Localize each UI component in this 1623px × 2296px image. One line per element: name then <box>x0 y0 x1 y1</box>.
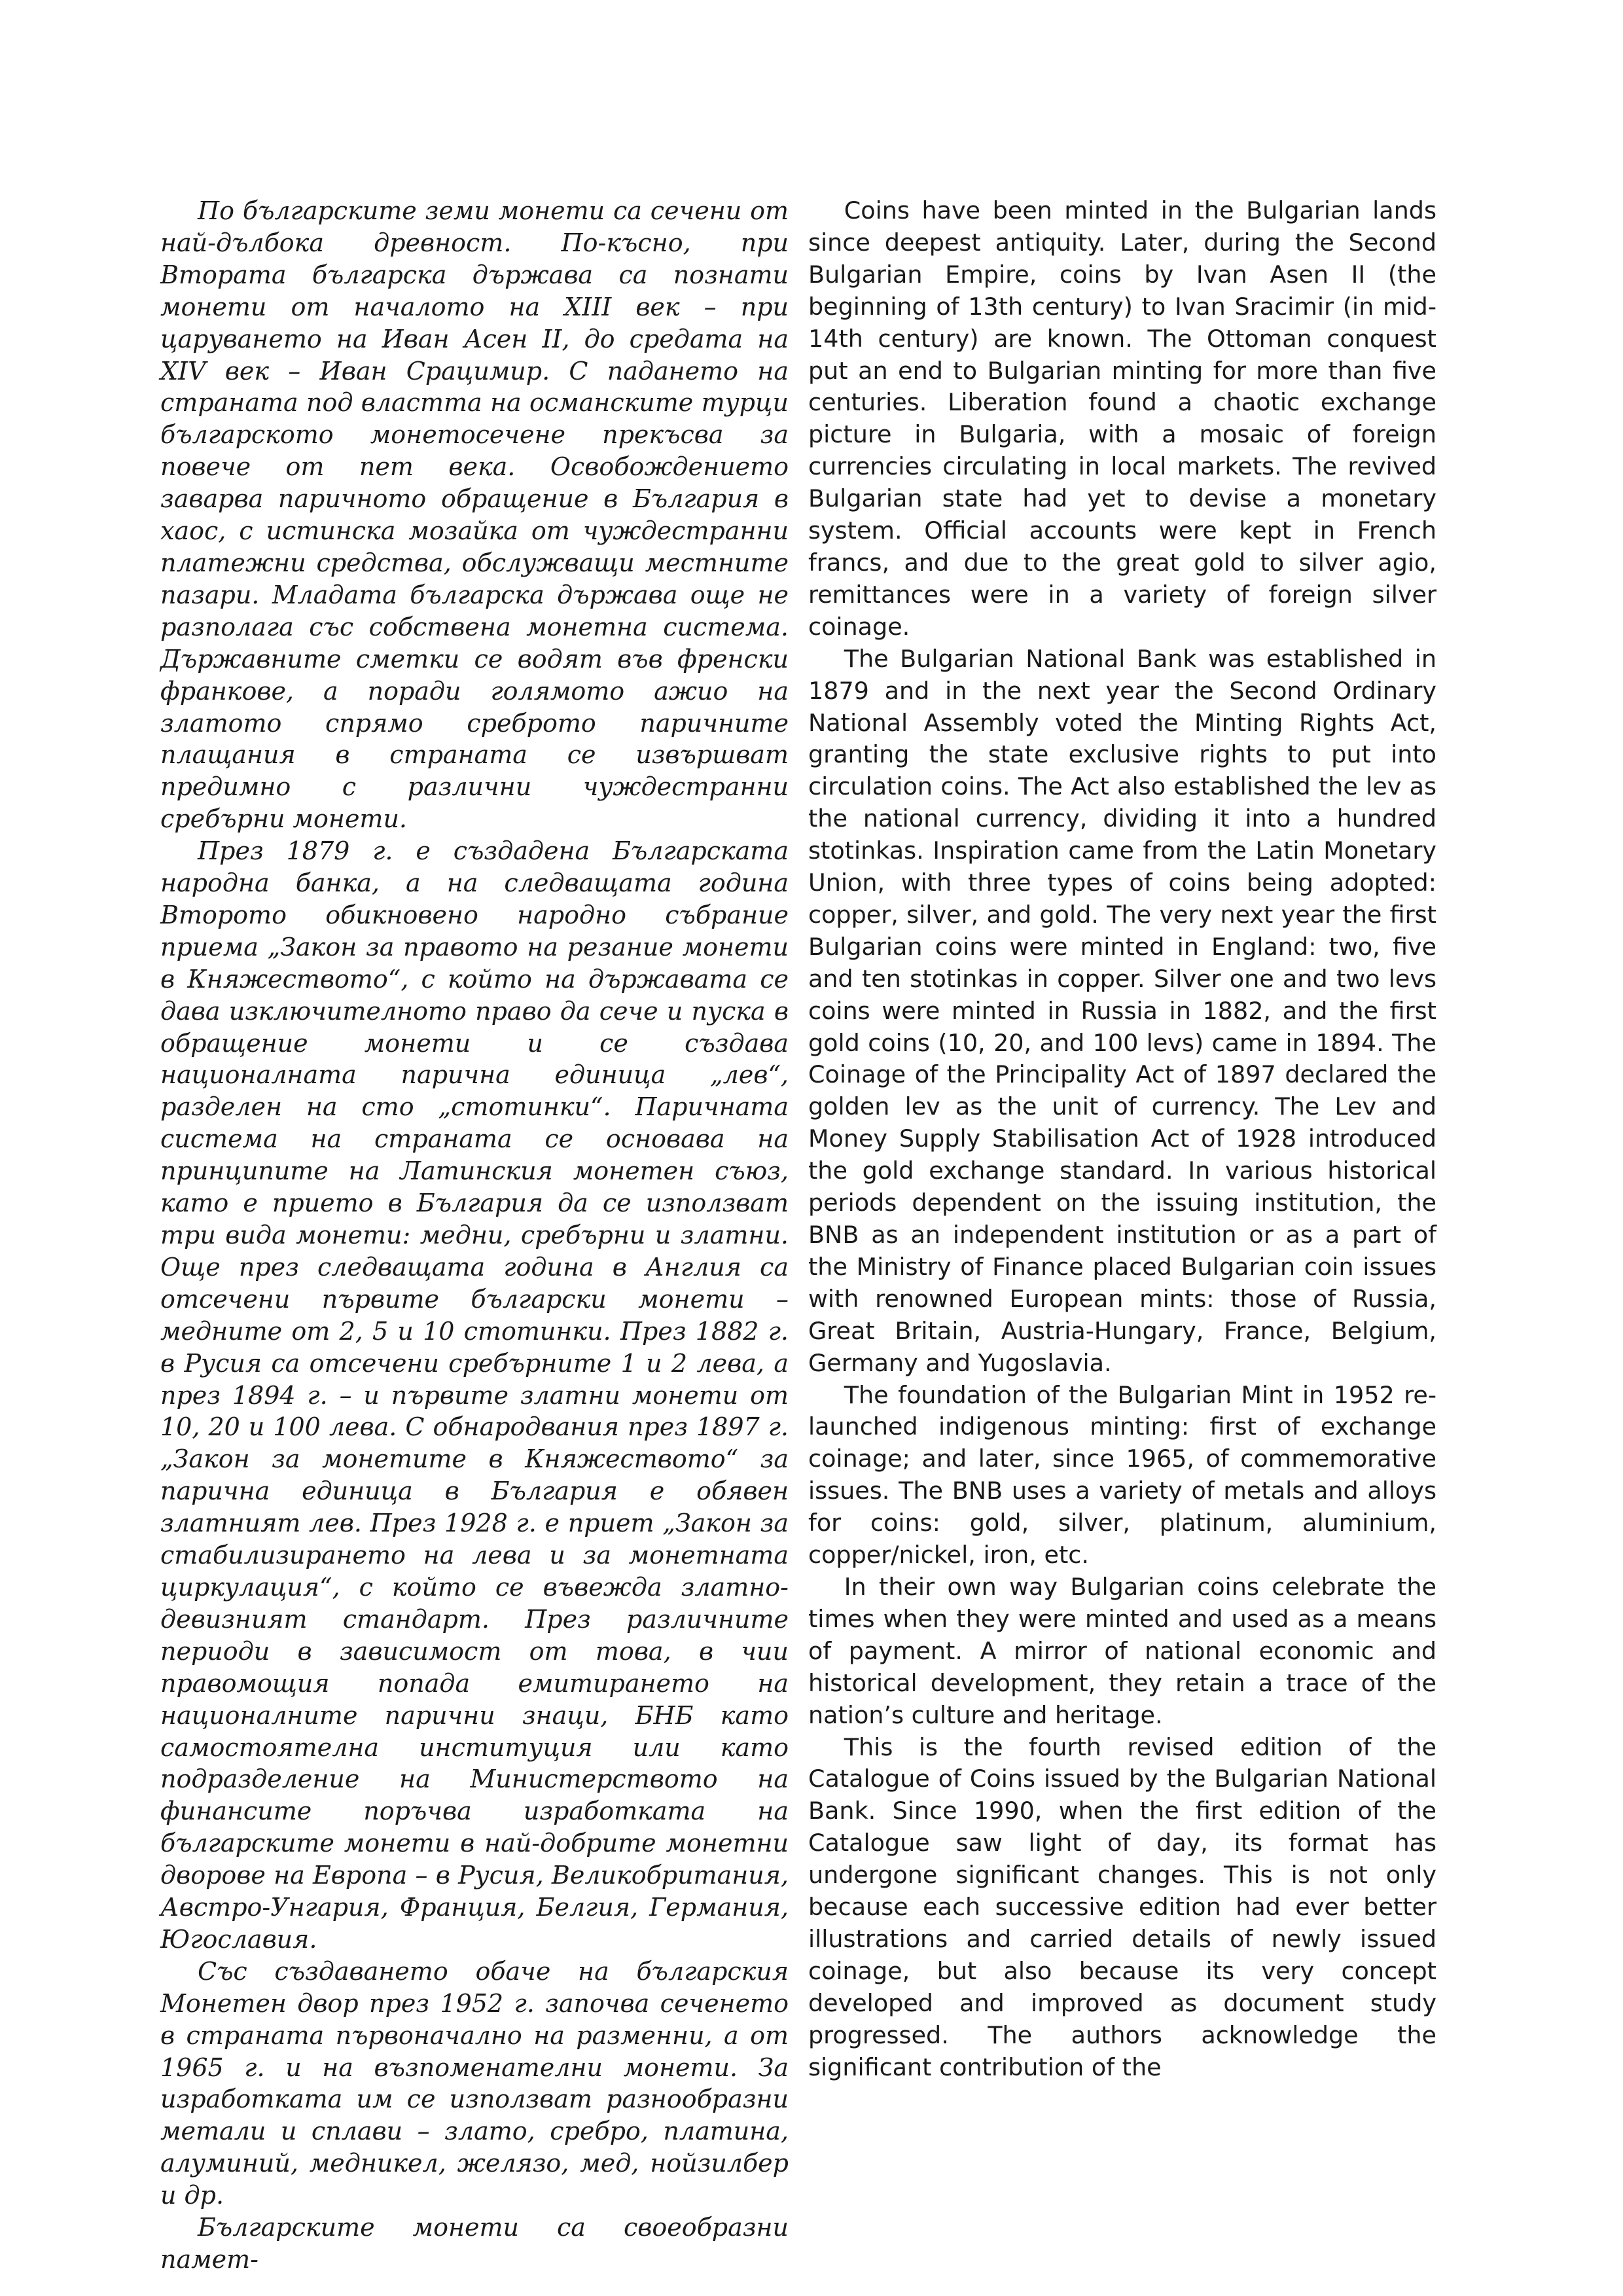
bulgarian-paragraph-3: Със създаването обаче на българския Монетен двор през 1952 г. започва сеченето в страната първоначално на разменни, а от 1965 г. и на възпоменателни монети. За изработката им се използват разнообразни метали и сплави – злато, сребро, платина, алуминий, медникел, желязо, мед, нойзилбер и др. <box>160 1956 789 2210</box>
bulgarian-paragraph-2: През 1879 г. е създадена Българската народна банка, а на следващата година Второто обикновено народно събрание приема „Закон за правото на резание монети в Княжеството“, с който на държавата се дава изключителното право да сече и пуска в обращение монети и се създава националната парична единица „лев“, разделен на сто „стотинки“. Паричната система на страната се основава на принципите на Латинския монетен съюз, като е прието в България да се използват три вида монети: медни, сребърни и златни. Още през следващата година в Англия са отсечени първите български монети – медните от 2, 5 и 10 стотинки. През 1882 г. в Русия са отсечени сребърните 1 и 2 лева, а през 1894 г. – и първите златни монети от 10, 20 и 100 лева. С обнародвания през 1897 г. „Закон за монетите в Княжеството“ за парична единица в България е обявен златният лев. През 1928 г. е приет „Закон за стабилизирането на лева и за монетната циркулация“, с който се въвежда златно-девизният стандарт. През различните периоди в зависимост от това, в чии правомощия попада емитирането на националните парични знаци, БНБ като самостоятелна институция или като подразделение на Министерството на финансите поръчва изработката на българските монети в най-добрите монетни дворове на Европа – в Русия, Великобритания, Австро-Унгария, Франция, Белгия, Германия, Югославия. <box>160 836 789 1954</box>
english-paragraph-3: The foundation of the Bulgarian Mint in 1952 re-launched indigenous minting: first of exchange coinage; and later, since 1965, of commemorative issues. The BNB uses a variety of metals and alloys for coins: gold, silver, platinum, aluminium, copper/nickel, iron, etc. <box>808 1380 1436 1570</box>
bulgarian-paragraph-4: Българските монети са своеобразни памет- <box>160 2213 789 2274</box>
english-paragraph-4: In their own way Bulgarian coins celebrate the times when they were minted and used as a means of payment. A mirror of national economic and historical development, they retain a trace of the nation’s culture and heritage. <box>808 1572 1436 1729</box>
bulgarian-paragraph-1: По българските земи монети са сечени от най-дълбока древност. По-късно, при Втората българска държава са познати монети от началото на XIII век – при царуването на Иван Асен II, до средата на XIV век – Иван Срацимир. С падането на страната под властта на османските турци българското монетосечене прекъсва за повече от пет века. Освобождението заварва паричното обращение в България в хаос, с истинска мозайка от чуждестранни платежни средства, обслужващи местните пазари. Младата българска държава още не разполага със собствена монетна система. Държавните сметки се водят във френски франкове, а поради голямото ажио на златото спрямо среброто паричните плащания в страната се извършват предимно с различни чуждестранни сребърни монети. <box>160 196 789 834</box>
english-paragraph-1: Coins have been minted in the Bulgarian lands since deepest antiquity. Later, during the Second Bulgarian Empire, coins by Ivan Asen II (the beginning of 13th century) to Ivan Sracimir (in mid-14th century) are known. The Ottoman conquest put an end to Bulgarian minting for more than five centuries. Liberation found a chaotic exchange picture in Bulgaria, with a mosaic of foreign currencies circulating in local markets. The revived Bulgarian state had yet to devise a monetary system. Official accounts were kept in French francs, and due to the great gold to silver agio, remittances were in a variety of foreign silver coinage. <box>808 196 1436 641</box>
bulgarian-text-column <box>160 195 789 2276</box>
english-text-column <box>808 195 1436 2083</box>
english-paragraph-5: This is the fourth revised edition of the Catalogue of Coins issued by the Bulgarian National Bank. Since 1990, when the first edition of the Catalogue saw light of day, its format has undergone significant changes. This is not only because each successive edition had ever better illustrations and carried details of newly issued coinage, but also because its very concept developed and improved as document study progressed. The authors acknowledge the significant contribution of the <box>808 1732 1436 2081</box>
english-paragraph-2: The Bulgarian National Bank was established in 1879 and in the next year the Second Ordinary National Assembly voted the Minting Rights Act, granting the state exclusive rights to put into circulation coins. The Act also established the lev as the national currency, dividing it into a hundred stotinkas. Inspiration came from the Latin Monetary Union, with three types of coins being adopted: copper, silver, and gold. The very next year the first Bulgarian coins were minted in England: two, five and ten stotinkas in copper. Silver one and two levs coins were minted in Russia in 1882, and the first gold coins (10, 20, and 100 levs) came in 1894. The Coinage of the Principality Act of 1897 declared the golden lev as the unit of currency. The Lev and Money Supply Stabilisation Act of 1928 introduced the gold exchange standard. In various historical periods dependent on the issuing institution, the BNB as an independent institution or as a part of the Ministry of Finance placed Bulgarian coin issues with renowned European mints: those of Russia, Great Britain, Austria-Hungary, France, Belgium, Germany and Yugoslavia. <box>808 644 1436 1377</box>
